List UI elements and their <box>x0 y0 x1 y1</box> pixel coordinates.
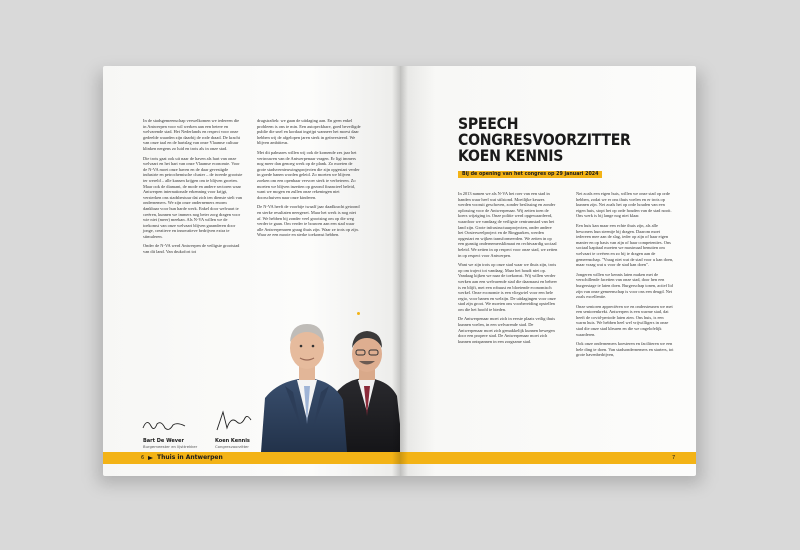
signature-koen-scribble <box>213 408 253 434</box>
paragraph: Net zoals een eigen huis, willen we onze stad op orde hebben, zodat we er ons thuis voelen en er trots op kunnen zijn. Net zoals het op orde houden van een eigen huis, stopt het op orde houden van de stad nooit. Ons werk is bij lange nog niet klaar. <box>576 191 672 219</box>
signature-name: Bart De Wever <box>143 438 184 444</box>
footer-title: Thuis in Antwerpen <box>157 454 223 461</box>
paragraph: Met dit palmares willen wij ook de komende zes jaar het vertrouwen van de Antwerpenaar vragen. Er ligt immers nog meer dan genoeg werk op de plank. Zo moeten de grote stadsvernieuwingsprojecten die zijn opgestart verder in goede banen worden geleid. Zo moeten we blijven zoeken om een openbaar vervoer sterk te verbeteren. Zo moeten we blijven inzetten op gezond financieel beleid, want we mogen en zullen onze rekeningen niet doorschuiven naar onze kinderen. <box>257 149 360 200</box>
signature-role: Burgemeester en lijsttrekker <box>143 444 198 449</box>
right-page <box>400 66 696 476</box>
paragraph: De Antwerpenaar moet zich in eerste plaats veilig thuis kunnen voelen, in een welvarende stad. De Antwerpenaar moet zich gemakkelijk kunnen bewegen door een propere stad. De Antwerpenaar moet zich kunnen ontspannen in een zorgzame stad. <box>458 316 556 344</box>
right-column-1 <box>458 191 558 348</box>
paragraph: Onder de N-VA werd Antwerpen de veiligste grootstad van dit land. Van drukofort tot <box>143 243 240 255</box>
portrait-photo <box>255 316 400 452</box>
title-line: CONGRESVOORZITTER <box>458 130 631 149</box>
page-title <box>458 116 652 164</box>
footer-bar-right <box>400 452 696 464</box>
left-page <box>103 66 400 476</box>
left-column-1 <box>143 118 243 259</box>
signature-role: Congresvoorzitter <box>215 444 249 449</box>
title-line: KOEN KENNIS <box>458 146 564 165</box>
arrow-icon <box>148 456 153 460</box>
paragraph: Want we zijn trots op onze stad waar we thuis zijn, trots op om traject tot vandaag. Maar het houdt niet op. Vandaag kijken we naar de toekomst. Wij willen verder werken aan een welvarende stad die daarnaast en beheer is en blijft, met een robuust en bloeiende economisch werkel. Onze economie is een vliegwiel voor een hele regio, voor banen en welzijn. De uitdagingen voor onze stad zijn groot. We moeten ons voorbereiding opstellen om die het hoofd te bieden. <box>458 262 557 312</box>
paragraph: Onze senioren appreciëren we en ondersteunen we met een seniorenkrekt. Antwerpen is een warme stad, dat heeft de covid-periode laten zien. Ons huis, is een warm huis. We hebben heel wel vrijwilligers in onze stad die onze stad kleuren en die we ongelofelijk waarderen. <box>576 303 673 337</box>
left-column-2 <box>257 118 361 242</box>
end-mark-icon <box>357 312 360 315</box>
paragraph: Jongeren willen we kennis laten maken met de verschillende facetten van onze stad, door hen een burgerstage te laten doen. Burgerschap tonen, actief lid zijn van onze gemeenschap is voor ons een deugd. Net zoals excellentie. <box>576 271 673 300</box>
paragraph: Die trots gaat ook uit naar de haven als hart van onze welvaart en het hart van onze Vlaamse economie. Voor de N-VA moet onze haven en de daar gevestigde industrie en petrochemische cluster – de tweede grootste ter wereld – alle kansen krijgen om te blijven groeien. Maar ook de diamant, de mode en andere sectoren waar Antwerpen internationale erkenning voor krijgt, versterken ons stadsbestuur dat zich ten dienste stelt van ondernemers. We zijn onze ondernemers enorm dankbaar voor hun harde werk. Enkel door welvaart te creëren, kunnen we immers nog beter zorg dragen voor wie niet (meer) meekan. Als N-VA willen we de toekomst van onze welvaart blijven garanderen door jonge, creatieve en innovatieve bedrijven extra te stimuleren. <box>143 155 243 239</box>
right-column-2 <box>576 191 674 362</box>
footer-bar-left <box>103 452 400 464</box>
page-number: 7 <box>672 455 676 461</box>
title-line: SPEECH <box>458 114 519 133</box>
subtitle-banner: Bij de opening van het congres op 29 januari 2024 <box>458 171 602 178</box>
paragraph: Ook onze ondernemers koesteren en faciliteren we een hele ding te doen. Van stadsondernemers en starters, tot grote havenbedrijven, <box>576 341 674 358</box>
page-number: 6 <box>141 455 145 461</box>
paragraph: In de stadsgemeenschap verwelkomen we iedereen die in Antwerpen voor wil werken aan een betere en welvarende stad. Het Nederlands en respect voor onze gedeelde waarden zijn daarbij de rode draad. De kracht van onze taal en de hartslag van onze Vlaamse cultuur klinken nergens zo luid en trots als in onze stad. <box>143 118 240 151</box>
signature-block-bart <box>143 438 197 449</box>
spine-gutter <box>392 66 408 476</box>
paragraph: drugstrafiek: we gaan de uitdaging aan. En geen enkel probleem is ons te min. Een autopeckbare, goed beveiligde publie die snel en kordaat ingrijpt wanneer het moest daar hebben wij de afgelopen jaren sterk in geïnvesteerd. We blijven ambitieus. <box>257 118 361 146</box>
signature-bart-scribble <box>141 416 187 434</box>
paragraph: In 2013 namen we als N-VA het roer van een stad in handen waar heel wat stilstond. Moeilijke keuzes werden vooruit geschoven, zonder beslissing en zonder oplossing voor de Antwerpenaar. Wij zetten toen de koers wijziging in. Onze politie werd opgewaardeerd, waardoor we vandaag de veiligste centrumstad van het land zijn. Grote infrastructuurprojecten, onder andere het Oosterweelproject en de Ringparken, werden opgestart en wijken transformeerden. We zetten in op een gunstig ondernemersklimaat en rechtvaardig sociaal beleid. We zetten in op respect voor onze stad, we zetten in op respect voor Antwerpen. <box>458 191 558 258</box>
paragraph: De N-VA heeft de voorbije twaalf jaar daadkracht getoond en sterke resultaten neergezet. Maar het werk is nog niet af. We hebben bij zonder veel grootsing om op die weg verder te gaan. Om verder te bouwen aan een stad waar alle Antwerpenaren graag thuis zijn. Waar ze trots op zijn. Waar ze een mooie en sterke toekomst hebben. <box>257 204 360 238</box>
signature-block-koen <box>215 438 250 449</box>
paragraph: Een huis kan maar een echte thuis zijn, als alle bewoners hun steentje bij dragen. Daarom moet iedereen mee aan de slag, ieder op zijn of haar eigen manier en op basis van zijn of haar competenties. Ons sociaal kapitaal moeten we maximaal benutten om welvaart te creëren en zo bij te dragen aan de gemeenschap. "Vraag niet wat de stad voor u kan doen, maar vraag wat u voor de stad kan doen". <box>576 222 674 268</box>
signature-name: Koen Kennis <box>215 438 250 444</box>
